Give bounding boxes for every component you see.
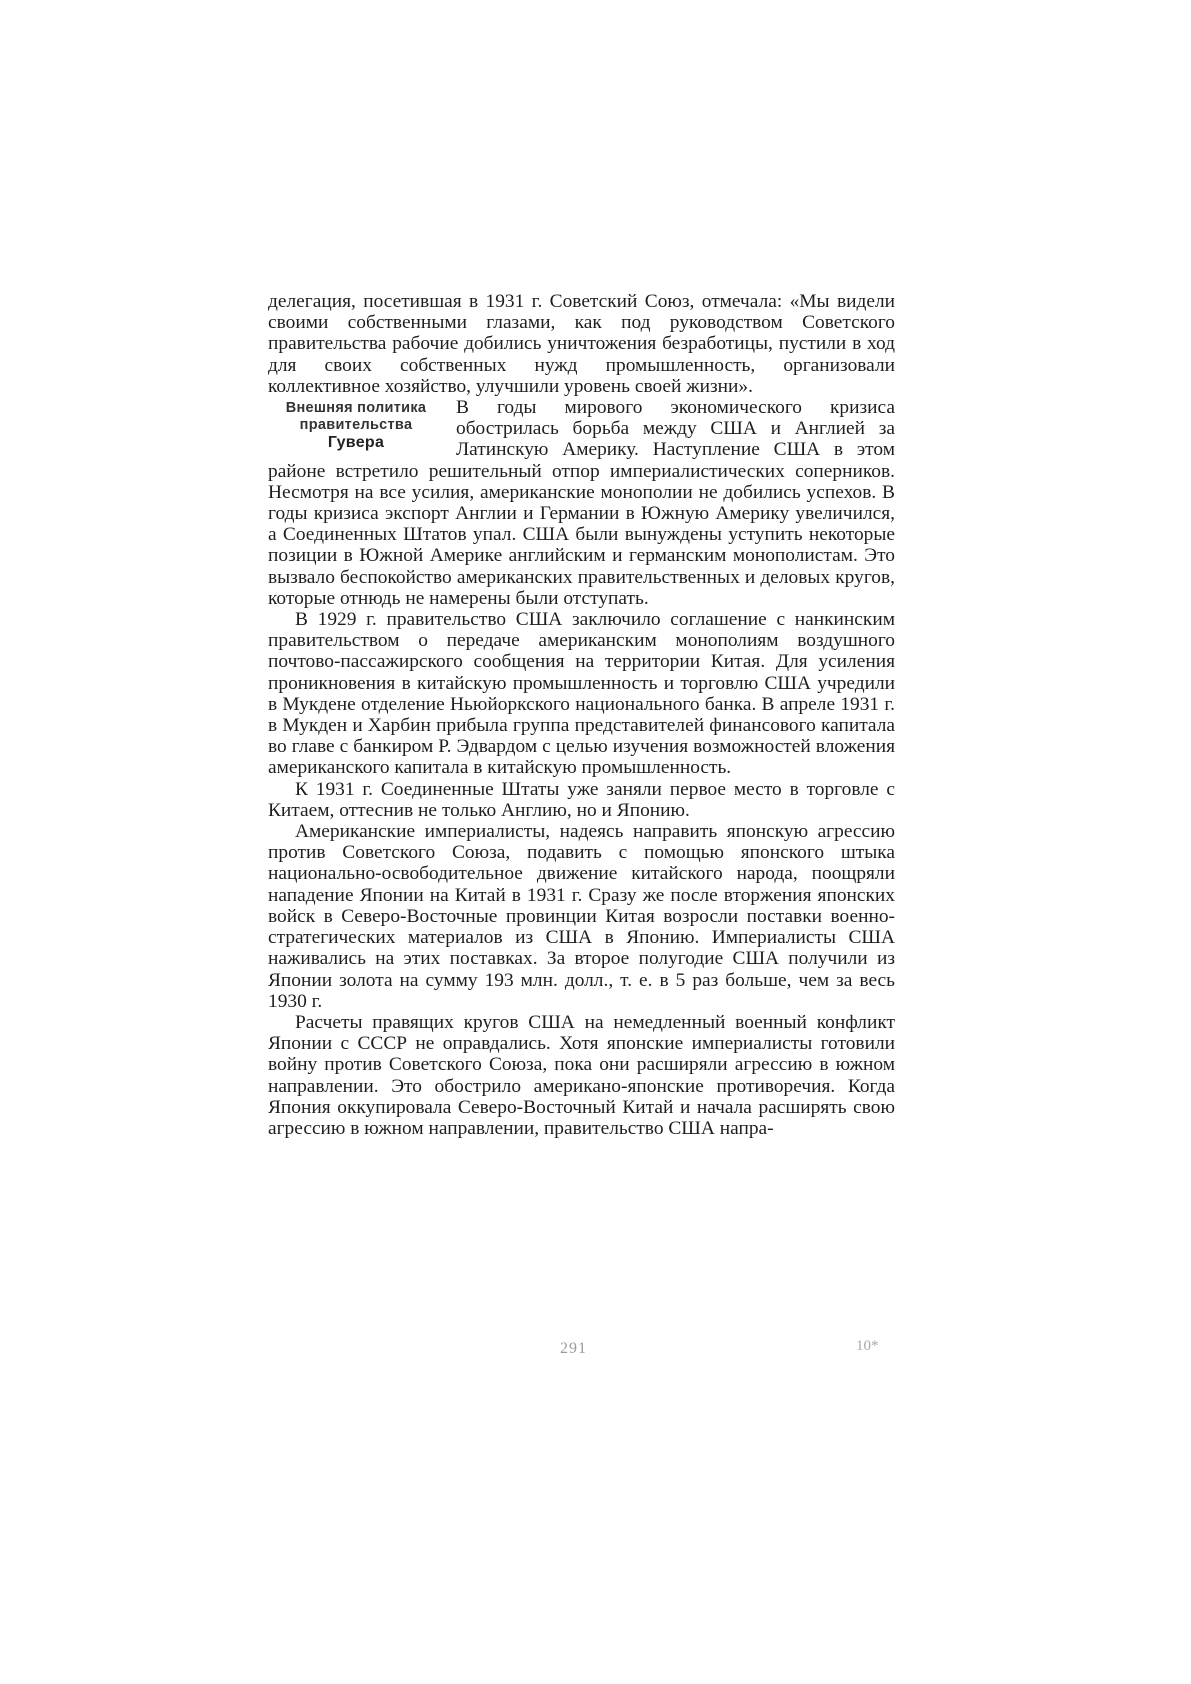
margin-heading-line-2: правительства (299, 417, 413, 434)
margin-heading (268, 400, 444, 451)
paragraph-2: В годы мирового экономического кризиса обострилась борьба между США и Англией за Латинскую Америку. Наступление США в этом районе встретило решительный отпор империалистических соперников. Несмотря на все усилия, американские монополии не добились успехов. В годы кризиса экспорт Англии и Германии в Южную Америку увеличился, а Соединенных Штатов упал. США были вынуждены уступить некоторые позиции в Южной Америке английским и германским монополистам. Это вызвало беспокойство американских правительственных и деловых кругов, которые отнюдь не намерены были отступать. (268, 397, 895, 609)
paragraph-5: Американские империалисты, надеясь направить японскую агрессию против Советского Союза, подавить с помощью японского штыка национально-освободительное движение китайского народа, поощряли нападение Японии на Китай в 1931 г. Сразу же после вторжения японских войск в Северо-Восточные провинции Китая возросли поставки военно-стратегических материалов из США в Японию. Империалисты США наживались на этих поставках. За второе полугодие США получили из Японии золота на сумму 193 млн. долл., т. е. в 5 раз больше, чем за весь 1930 г. (268, 821, 895, 1012)
page-number: 291 (560, 1340, 587, 1357)
paragraph-4: К 1931 г. Соединенные Штаты уже заняли первое место в торговле с Китаем, оттеснив не только Англию, но и Японию. (268, 778, 895, 821)
printer-signature-mark: 10* (856, 1338, 879, 1354)
paragraph-3: В 1929 г. правительство США заключило соглашение с нанкинским правительством о передаче американским монополиям воздушного почтово-пассажирского сообщения на территории Китая. Для усиления проникновения в китайскую промышленность и торговлю США учредили в Мукдене отделение Ньюйоркского национального банка. В апреле 1931 г. в Мукден и Харбин прибыла группа представителей финансового капитала во главе с банкиром Р. Эдвардом с целью изучения возможностей вложения американского капитала в китайскую промышленность. (268, 609, 895, 779)
paragraph-6: Расчеты правящих кругов США на немедленный военный конфликт Японии с СССР не оправдались. Хотя японские империалисты готовили войну против Советского Союза, пока они расширяли агрессию в южном направлении. Это обострило американо-японские противоречия. Когда Япония оккупировала Северо-Восточный Китай и начала расширять свою агрессию в южном направлении, правительство США напра- (268, 1011, 895, 1139)
margin-heading-line-3: Гувера (327, 434, 385, 452)
paragraph-1: делегация, посетившая в 1931 г. Советский Союз, отмечала: «Мы видели своими собственными глазами, как под руководством Советского правительства рабочие добились уничтожения безработицы, пустили в ход для своих собственных нужд промышленность, организовали коллективное хозяйство, улучшили уровень своей жизни». (268, 291, 895, 397)
margin-heading-line-1: Внешняя политика (285, 400, 427, 417)
page-body (268, 291, 895, 1139)
